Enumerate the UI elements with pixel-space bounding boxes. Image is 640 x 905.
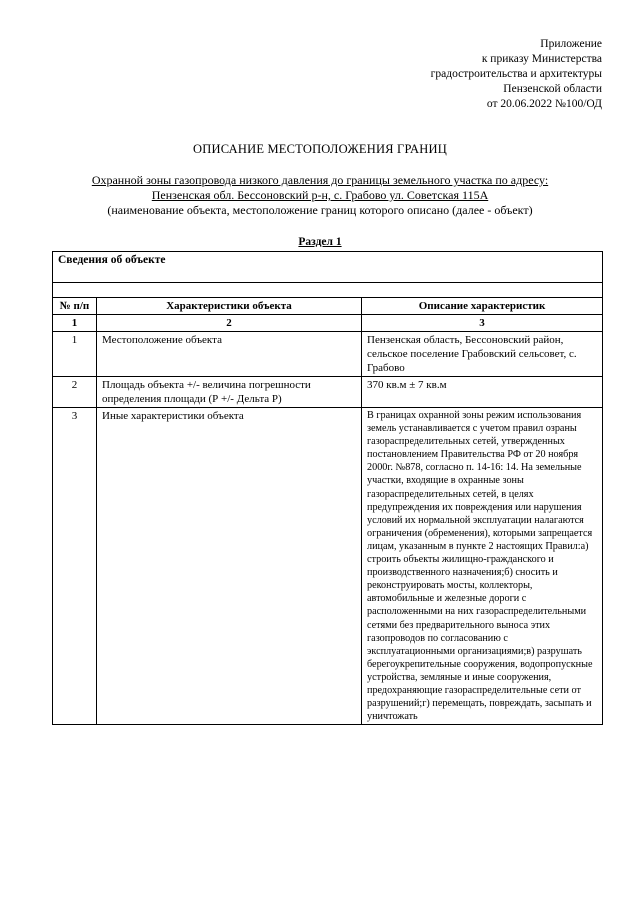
approval-line: к приказу Министерства [481,53,602,65]
column-number: 2 [97,315,362,332]
section-title: Раздел 1 [298,236,342,248]
row-description: В границах охранной зоны режим использования земель устанавливается с учетом правил озраны газораспределительных сетей, утвержденных постановлением Правительства РФ от 20 ноября 2000г. №878, согласно п. 14-16: 14. На земельные участки, входящие в охранные зоны газораспределительных сетей, в целях предупреждения их повреждения или нарушения условий их нормальной эксплуатации налагаются ограничения (обременения), которыми запрещается лицам, указанным в пункте 2 настоящих Правил:а) строить объекты жилищно-гражданского и производственного назначения;б) сносить и реконструировать мосты, коллекторы, автомобильные и железные дороги с расположенными на них газораспределительными сетями без предварительного выноса этих газопроводов по согласованию с эксплуатационными организациями;в) разрушать берегоукрепительные сооружения, водопропускные устройства, земляные и иные сооружения, предохраняющие газораспределительные сети от разрушений;г) перемещать, повреждать, засыпать и уничтожать [362,408,603,725]
document-title: ОПИСАНИЕ МЕСТОПОЛОЖЕНИЯ ГРАНИЦ [193,142,447,156]
object-caption: (наименование объекта, местоположение границ которого описано (далее - объект) [107,203,533,217]
table-row [53,408,603,725]
approval-line: градостроительства и архитектуры [430,68,602,80]
approval-line: от 20.06.2022 №100/ОД [486,98,602,110]
row-characteristic: Местоположение объекта [97,332,362,377]
approval-stamp [431,37,602,112]
column-header-characteristic: Характеристики объекта [97,298,362,315]
row-description: Пензенская область, Бессоновский район, сельское поселение Грабовский сельсовет, с. Грабово [362,332,603,377]
row-number: 2 [53,377,97,408]
column-header-row [53,298,603,315]
object-name-line: Охранной зоны газопровода низкого давления до границы земельного участка по адресу: [91,173,549,187]
column-number: 1 [53,315,97,332]
column-header-num: № п/п [53,298,97,315]
table-header-row [53,252,603,283]
object-address-line: Пензенская обл. Бессоновский р-н, с. Грабово ул. Советская 115А [151,188,489,202]
section-header: Сведения об объекте [53,252,603,283]
approval-line: Приложение [540,38,602,50]
row-characteristic: Площадь объекта +/- величина погрешности определения площади (Р +/- Дельта Р) [97,377,362,408]
column-number: 3 [362,315,603,332]
row-number: 1 [53,332,97,377]
row-description: 370 кв.м ± 7 кв.м [362,377,603,408]
table-row [53,377,603,408]
object-info-table [52,251,603,725]
spacer-cell [53,283,603,298]
row-characteristic: Иные характеристики объекта [97,408,362,725]
column-number-row [53,315,603,332]
column-header-description: Описание характеристик [362,298,603,315]
table-spacer-row [53,283,603,298]
table-row [53,332,603,377]
row-number: 3 [53,408,97,725]
object-description [40,173,600,218]
approval-line: Пензенской области [503,83,602,95]
